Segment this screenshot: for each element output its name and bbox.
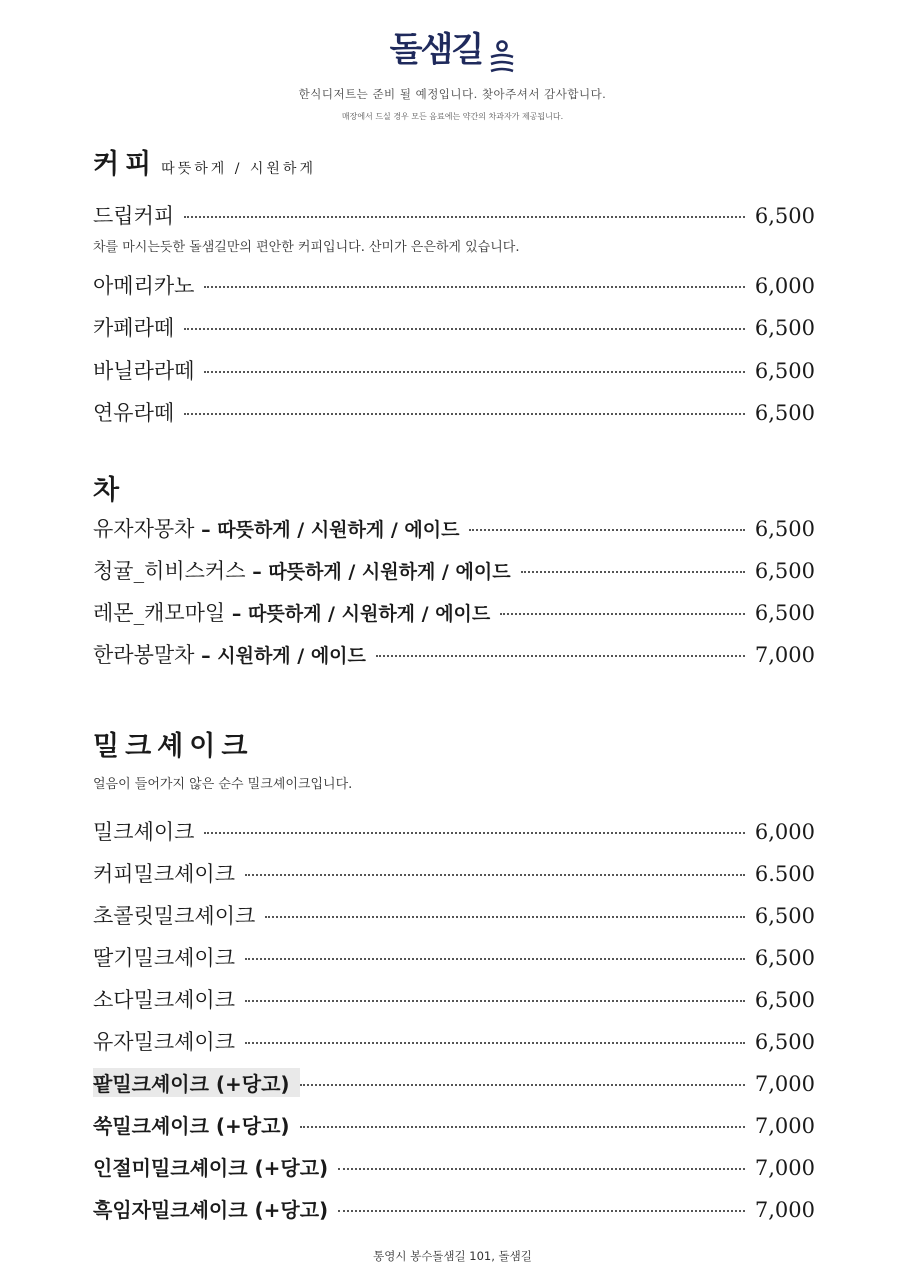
- item-name: 커피밀크셰이크: [93, 862, 236, 886]
- menu-item: [93, 900, 815, 930]
- item-options: – 따뜻하게 / 시원하게 / 에이드: [201, 519, 460, 541]
- wave-logo-icon: [489, 40, 515, 74]
- item-options: – 따뜻하게 / 시원하게 / 에이드: [252, 561, 511, 583]
- menu-item: [93, 312, 815, 342]
- leader-dots: [469, 529, 744, 531]
- item-price: 6,500: [754, 359, 815, 383]
- item-name: 소다밀크셰이크: [93, 988, 236, 1012]
- item-name: [93, 513, 469, 543]
- leader-dots: [245, 1000, 745, 1002]
- item-name: 쑥밀크셰이크 (+당고): [93, 1114, 290, 1138]
- milkshake-description: 얼음이 들어가지 않은 순수 밀크셰이크입니다.: [93, 777, 353, 792]
- leader-dots: [204, 286, 744, 288]
- footer-address: 통영시 봉수돌샘길 101, 돌샘길: [373, 1249, 532, 1263]
- leader-dots: [338, 1168, 745, 1170]
- item-name: 연유라떼: [93, 401, 175, 425]
- item-price: 6,500: [754, 401, 815, 425]
- item-price: 6,500: [754, 988, 815, 1012]
- leader-dots: [184, 413, 745, 415]
- item-name-text: 청귤_히비스커스: [93, 559, 246, 583]
- item-name-text: 유자자몽차: [93, 517, 195, 541]
- leader-dots: [204, 832, 744, 834]
- menu-item: [93, 200, 815, 230]
- milkshake-section: [93, 724, 815, 1222]
- leader-dots: [184, 216, 745, 218]
- item-price: 7,000: [754, 1198, 815, 1222]
- item-price: 7,000: [754, 1114, 815, 1138]
- tea-section: [93, 468, 815, 667]
- leader-dots: [338, 1210, 745, 1212]
- item-price: 6,500: [754, 316, 815, 340]
- leader-dots: [204, 371, 744, 373]
- menu-item: [93, 270, 815, 300]
- brand-logo: [0, 28, 905, 74]
- item-price: 6,000: [754, 274, 815, 298]
- item-options: – 따뜻하게 / 시원하게 / 에이드: [231, 603, 491, 625]
- item-name: 드립커피: [93, 204, 175, 228]
- menu-item: [93, 984, 815, 1014]
- notice-line-2: 매장에서 드실 경우 모든 음료에는 약간의 차과자가 제공됩니다.: [341, 111, 564, 121]
- item-name-text: 한라봉말차: [93, 643, 195, 667]
- item-price: 6,500: [754, 601, 815, 625]
- item-name: 바닐라라떼: [93, 359, 195, 383]
- coffee-title: 커피: [93, 149, 158, 180]
- coffee-section: [93, 142, 815, 425]
- item-name: [93, 555, 521, 585]
- item-name: 초콜릿밀크셰이크: [93, 904, 256, 928]
- item-price: 6,500: [754, 204, 815, 228]
- item-name: [93, 597, 500, 627]
- item-name: 아메리카노: [93, 274, 195, 298]
- item-name: 유자밀크셰이크: [93, 1030, 236, 1054]
- menu-item: [93, 639, 815, 669]
- leader-dots: [184, 328, 745, 330]
- item-description: 차를 마시는듯한 돌샘길만의 편안한 커피입니다. 산미가 은은하게 있습니다.: [93, 240, 520, 255]
- coffee-subtitle: 따뜻하게 / 시원하게: [161, 161, 316, 177]
- menu-item: [93, 816, 815, 846]
- menu-item: [93, 1194, 815, 1223]
- leader-dots: [245, 958, 745, 960]
- notice-line-1: 한식디저트는 준비 될 예정입니다. 찾아주셔서 감사합니다.: [298, 86, 607, 101]
- menu-item: [93, 597, 815, 627]
- menu-item: [93, 1068, 815, 1097]
- leader-dots: [245, 874, 745, 876]
- item-name: 딸기밀크셰이크: [93, 946, 236, 970]
- menu-item: [93, 397, 815, 427]
- leader-dots: [300, 1126, 745, 1128]
- menu-item: [93, 1152, 815, 1181]
- menu-item: [93, 1026, 815, 1056]
- item-price: 6,500: [754, 517, 815, 541]
- milkshake-title: 밀크셰이크: [93, 731, 254, 762]
- item-name: 밀크셰이크: [93, 820, 195, 844]
- menu-item: [93, 513, 815, 543]
- item-name: [93, 639, 376, 669]
- item-name-text: 레몬_캐모마일: [93, 601, 226, 625]
- tea-title: 차: [93, 475, 126, 506]
- item-price: 7,000: [754, 1072, 815, 1096]
- item-price: 6,500: [754, 559, 815, 583]
- item-price: 6,500: [754, 946, 815, 970]
- leader-dots: [245, 1042, 745, 1044]
- leader-dots: [265, 916, 745, 918]
- menu-item: [93, 858, 815, 888]
- menu-item: [93, 555, 815, 585]
- item-price: 6,500: [754, 1030, 815, 1054]
- leader-dots: [300, 1084, 745, 1086]
- leader-dots: [500, 613, 745, 615]
- item-price: 7,000: [754, 643, 815, 667]
- item-price: 6,500: [754, 904, 815, 928]
- leader-dots: [521, 571, 745, 573]
- item-options: – 시원하게 / 에이드: [201, 645, 366, 667]
- item-price: 6,000: [754, 820, 815, 844]
- menu-item: [93, 942, 815, 972]
- item-price: 7,000: [754, 1156, 815, 1180]
- header: [0, 0, 905, 122]
- item-name: 흑임자밀크셰이크 (+당고): [93, 1198, 329, 1222]
- menu-item: [93, 1110, 815, 1139]
- item-name: 카페라떼: [93, 316, 175, 340]
- menu-item: [93, 355, 815, 385]
- brand-name: 돌샘길: [389, 30, 483, 70]
- item-name: 인절미밀크셰이크 (+당고): [93, 1156, 329, 1180]
- item-name: 팥밀크셰이크 (+당고): [93, 1068, 300, 1097]
- section-title: [93, 142, 815, 181]
- leader-dots: [376, 655, 745, 657]
- item-price: 6.500: [754, 862, 815, 886]
